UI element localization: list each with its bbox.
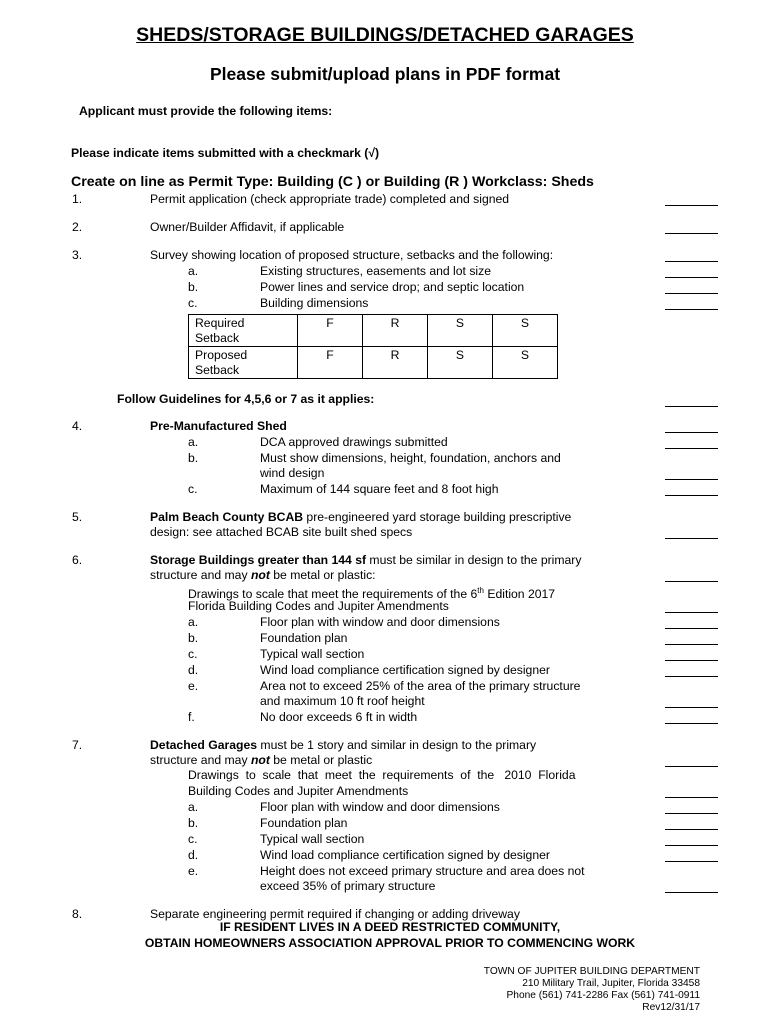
table-row (189, 315, 558, 347)
item-text: Drawings to scale that meet the requirements of the 6th Edition 2017 (188, 586, 556, 602)
item-text: Detached Garages must be 1 story and similar in design to the primary (150, 738, 537, 752)
checkmark-blank[interactable] (665, 448, 718, 449)
item-text: Palm Beach County BCAB pre-engineered yard storage building prescriptive (150, 510, 572, 524)
item-text: Permit application (check appropriate trade) completed and signed (150, 192, 510, 206)
table-cell-side[interactable]: S (428, 315, 493, 347)
sub-letter: b. (188, 631, 199, 645)
hoa-notice-line-2: OBTAIN HOMEOWNERS ASSOCIATION APPROVAL PRIOR TO COMMENCING WORK (144, 936, 636, 950)
sub-letter: c. (188, 296, 198, 310)
item-number: 4. (72, 419, 83, 433)
sub-letter: c. (188, 832, 198, 846)
footer-department: TOWN OF JUPITER BUILDING DEPARTMENT (483, 966, 700, 977)
guidelines-heading: Follow Guidelines for 4,5,6 or 7 as it applies: (117, 392, 375, 406)
checkmark-blank[interactable] (665, 479, 718, 480)
setback-table (188, 314, 558, 379)
checkmark-blank[interactable] (665, 861, 718, 862)
sub-letter: e. (188, 864, 199, 878)
item-text: Building Codes and Jupiter Amendments (188, 784, 409, 798)
sub-item-text: Maximum of 144 square feet and 8 foot high (260, 482, 499, 496)
sub-item-text: Wind load compliance certification signed by designer (260, 848, 550, 862)
checkmark-blank[interactable] (665, 538, 718, 539)
checkmark-blank[interactable] (665, 612, 718, 613)
checkmark-blank[interactable] (665, 261, 718, 262)
checkmark-blank[interactable] (665, 797, 718, 798)
sub-item-text: Existing structures, easements and lot size (260, 264, 491, 278)
checkmark-note: Please indicate items submitted with a checkmark (√) (71, 146, 380, 160)
sub-letter: a. (188, 615, 199, 629)
sub-item-text: Typical wall section (260, 647, 365, 661)
table-row (189, 347, 558, 379)
hoa-notice-line-1: IF RESIDENT LIVES IN A DEED RESTRICTED COMMUNITY, (219, 920, 561, 934)
sub-letter: c. (188, 482, 198, 496)
table-cell-rear[interactable]: R (363, 347, 428, 379)
item-number: 1. (72, 192, 83, 206)
checkmark-blank[interactable] (665, 676, 718, 677)
item-number: 8. (72, 907, 83, 921)
checkmark-blank[interactable] (665, 495, 718, 496)
item-number: 6. (72, 553, 83, 567)
sub-letter: b. (188, 816, 199, 830)
item-text: Florida Building Codes and Jupiter Amendments (188, 599, 449, 613)
sub-item-text: No door exceeds 6 ft in width (260, 710, 418, 724)
sub-item-text: DCA approved drawings submitted (260, 435, 448, 449)
sub-letter: c. (188, 647, 198, 661)
item-number: 2. (72, 220, 83, 234)
checkmark-blank[interactable] (665, 293, 718, 294)
sub-letter: f. (188, 710, 195, 724)
checkmark-blank[interactable] (665, 845, 718, 846)
table-cell-front[interactable]: F (298, 315, 363, 347)
sub-letter: d. (188, 663, 199, 677)
sub-letter: e. (188, 679, 199, 693)
sub-item-text: Area not to exceed 25% of the area of the primary structure (260, 679, 581, 693)
checkmark-blank[interactable] (665, 309, 718, 310)
item-text: Separate engineering permit required if changing or adding driveway (150, 907, 520, 921)
sub-letter: a. (188, 264, 199, 278)
item-number: 5. (72, 510, 83, 524)
checkmark-blank[interactable] (665, 707, 718, 708)
table-cell-label: Proposed Setback (189, 347, 298, 379)
sub-letter: a. (188, 435, 199, 449)
sub-item-text: and maximum 10 ft roof height (260, 694, 425, 708)
checkmark-blank[interactable] (665, 829, 718, 830)
sub-letter: b. (188, 280, 199, 294)
checkmark-blank[interactable] (665, 660, 718, 661)
table-cell-side[interactable]: S (493, 347, 558, 379)
sub-item-text: Floor plan with window and door dimensions (260, 615, 500, 629)
item-number: 3. (72, 248, 83, 262)
item-text: design: see attached BCAB site built shed specs (150, 525, 413, 539)
sub-item-text: Wind load compliance certification signed by designer (260, 663, 550, 677)
checkmark-blank[interactable] (665, 644, 718, 645)
footer-phone: Phone (561) 741-2286 Fax (561) 741-0911 (506, 990, 700, 1001)
footer-address: 210 Military Trail, Jupiter, Florida 33458 (522, 978, 700, 989)
item-text: structure and may not be metal or plastic (150, 753, 373, 767)
checkmark-blank[interactable] (665, 581, 718, 582)
sub-item-text: Typical wall section (260, 832, 365, 846)
item-text: Drawings to scale that meet the requirements of the 2010 Florida (188, 768, 576, 782)
checkmark-blank[interactable] (665, 766, 718, 767)
item-text: structure and may not be metal or plastic: (150, 568, 376, 582)
table-cell-front[interactable]: F (298, 347, 363, 379)
page-title: SHEDS/STORAGE BUILDINGS/DETACHED GARAGES (136, 24, 634, 46)
checkmark-blank[interactable] (665, 723, 718, 724)
table-cell-side[interactable]: S (493, 315, 558, 347)
checkmark-blank[interactable] (665, 892, 718, 893)
sub-item-text: Height does not exceed primary structure and area does not (260, 864, 585, 878)
item-number: 7. (72, 738, 83, 752)
checkmark-blank[interactable] (665, 233, 718, 234)
checkmark-blank[interactable] (665, 205, 718, 206)
checkmark-blank[interactable] (665, 813, 718, 814)
item-title: Pre-Manufactured Shed (150, 419, 287, 433)
sub-item-text: Power lines and service drop; and septic location (260, 280, 525, 294)
permit-type-heading: Create on line as Permit Type: Building (C ) or Building (R ) Workclass: Sheds (71, 174, 594, 190)
sub-item-text: Building dimensions (260, 296, 369, 310)
sub-item-text: Foundation plan (260, 631, 348, 645)
item-text: Storage Buildings greater than 144 sf must be similar in design to the primary (150, 553, 582, 567)
sub-item-text: Must show dimensions, height, foundation, anchors and (260, 451, 561, 465)
sub-letter: d. (188, 848, 199, 862)
sub-item-text: Floor plan with window and door dimensions (260, 800, 500, 814)
sub-item-text: exceed 35% of primary structure (260, 879, 436, 893)
item-text: Survey showing location of proposed structure, setbacks and the following: (150, 248, 554, 262)
table-cell-rear[interactable]: R (363, 315, 428, 347)
sub-letter: b. (188, 451, 199, 465)
checkmark-blank[interactable] (665, 628, 718, 629)
checkmark-blank[interactable] (665, 277, 718, 278)
checkmark-blank[interactable] (665, 406, 718, 407)
page-subtitle: Please submit/upload plans in PDF format (209, 64, 561, 84)
sub-item-text: wind design (260, 466, 325, 480)
sub-letter: a. (188, 800, 199, 814)
table-cell-label: Required Setback (189, 315, 298, 347)
item-text: Owner/Builder Affidavit, if applicable (150, 220, 345, 234)
footer-revision: Rev12/31/17 (642, 1002, 700, 1013)
sub-item-text: Foundation plan (260, 816, 348, 830)
checkmark-blank[interactable] (665, 432, 718, 433)
applicant-instruction: Applicant must provide the following items: (79, 104, 333, 118)
table-cell-side[interactable]: S (428, 347, 493, 379)
